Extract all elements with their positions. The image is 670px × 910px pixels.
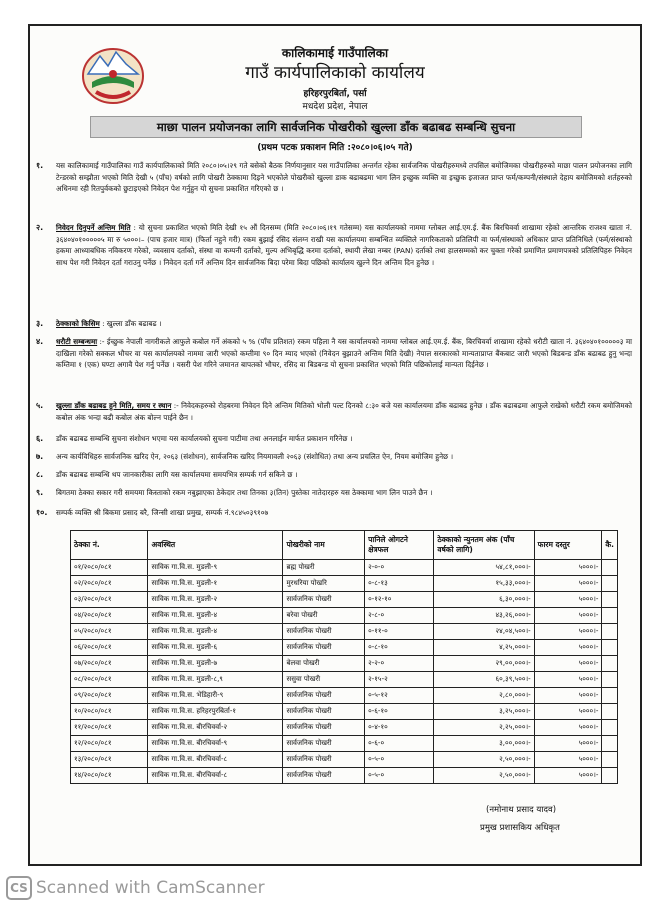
camscanner-logo-icon: CS	[6, 876, 32, 900]
cell-tender-no: १०/२०८०/०८१	[71, 704, 148, 720]
cell-pond-name: सार्वजनिक पोखरी	[283, 704, 365, 720]
pond-tender-table	[70, 530, 618, 784]
clause-text: सम्पर्क व्यक्ति श्री बिकमा प्रसाद बरै, जिन्सी शाखा प्रमुख, सम्पर्क नं.९८४५०३९१०७	[56, 508, 269, 517]
cell-remarks	[602, 576, 618, 592]
municipality-name: कालिकामाई गाउँपालिका	[281, 46, 389, 60]
cell-remarks	[602, 688, 618, 704]
cell-minimum-amount: ३,२५,०००।-	[434, 704, 534, 720]
cell-pond-name: बरेवा पोखरी	[283, 608, 365, 624]
cell-form-fee: ५०००।-	[534, 624, 602, 640]
cell-pond-name: बेलवा पोखरी	[283, 656, 365, 672]
clause-text: : खुल्ला डाँक बढाबढ ।	[102, 319, 162, 328]
col-header-form-fee: फारम दस्तुर	[534, 531, 602, 560]
cell-remarks	[602, 608, 618, 624]
cell-location: साविक गा.वि.स. बीरचिवर्वा-८	[148, 752, 283, 768]
cell-form-fee: ५०००।-	[534, 672, 602, 688]
cell-remarks	[602, 768, 618, 784]
col-header-tender-no: ठेक्का नं.	[71, 531, 148, 560]
col-header-area: पानिले ओगटने क्षेत्रफल	[365, 531, 434, 560]
clause-number: ३.	[36, 319, 44, 328]
cell-form-fee: ५०००।-	[534, 720, 602, 736]
cell-tender-no: १४/२०८०/०८१	[71, 768, 148, 784]
clause-number: १०.	[36, 508, 48, 517]
cell-pond-name: सार्वजनिक पोखरी	[283, 736, 365, 752]
cell-minimum-amount: ६०,३९,५००।-	[434, 672, 534, 688]
cell-area: ०-११-०	[365, 624, 434, 640]
publication-date: (प्रथम पटक प्रकाशन मिति :२०८०।०६।०५ गते)	[257, 143, 413, 153]
cell-form-fee: ५०००।-	[534, 688, 602, 704]
cell-area: ०-८-१०	[365, 640, 434, 656]
clause-text: : यो सुचना प्रकाशित भएको मिति देखी १५ औं दिनसम्म (मिति २०८०।०६।१९ गतेसम्म) यस कार्यालयको नाममा ग्लोबल आई.एम.ई. बैंक बिरचिवर्वा शाखामा रहेको आन्तरिक राजश्व खाता नं. ३६४०४०१०००००५ मा रु ५०००।– (पाच हजार मात्र) (फिर्ता नहुने गरी) रकम बुझाई रसिद संलग्न राखी यस कार्यालयमा सम्बन्धित व्यक्तिले नागरिकताको प्रतिलिपी वा फर्म/संस्थाको अधिकार प्राप्त प्रतिनिधिले (फर्म/संस्थाको हकमा आध्याबधिक नविकरण गरेको, व्यवसाय दर्ताको, संस्था वा कम्पनी दर्ताको, मुल्य अभिबृद्धि करमा दर्ताको, स्थायी लेखा नम्बर (PAN) दर्ताको तथा हालसम्मको कर चुक्ता गरेको प्रमाणित प्रमाणपत्रको प्रतिलिपिहरु निवेदन साथ पेश गरी निवेदन दर्ता गराउनु पर्नेछ । निवेदन दर्ता गर्ने अन्तिम दिन सार्वजनिक बिदा परेमा बिदा पछिको कार्यालय खुल्ने दिन अन्तिम दिन हुनेछ ।	[56, 223, 632, 267]
camscanner-watermark	[6, 876, 265, 900]
cell-tender-no: ०१/२०८०/०८१	[71, 560, 148, 576]
cell-tender-no: ०५/२०८०/०८१	[71, 624, 148, 640]
clause-number: ९.	[36, 488, 44, 497]
cell-area: २-१५-२	[365, 672, 434, 688]
province-name: मधदेश प्रदेश, नेपाल	[302, 102, 368, 112]
clause-7	[36, 451, 632, 463]
cell-tender-no: ०३/२०८०/०८१	[71, 592, 148, 608]
table-row	[71, 656, 618, 672]
cell-tender-no: १३/२०८०/०८१	[71, 752, 148, 768]
cell-minimum-amount: २,५०,०००।-	[434, 768, 534, 784]
clause-text: अन्य कार्यविधिहरु सार्वजनिक खरिद ऐन, २०६३ (संशोधन), सार्वजनिक खरिद नियमावली २०६३ (संशोधित) तथा अन्य प्रचलित ऐन, नियम बमोजिम हुनेछ ।	[56, 452, 454, 461]
cell-remarks	[602, 720, 618, 736]
clause-text: डाँक बढाबढ सम्बन्धि सुचना संशोधन भएमा यस कार्यालयको सुचना पाटीमा तथा अनलाईन मार्फत प्रकाशन गरिनेछ ।	[56, 434, 353, 443]
cell-location: साविक गा.वि.स. मुडली-२	[148, 592, 283, 608]
cell-remarks	[602, 624, 618, 640]
cell-pond-name: ससुवा पोखरी	[283, 672, 365, 688]
cell-tender-no: ०९/२०८०/०८१	[71, 688, 148, 704]
cell-location: साविक गा.वि.स. हरिहरपुरबिर्ता-१	[148, 704, 283, 720]
cell-remarks	[602, 640, 618, 656]
clause-1	[36, 160, 632, 195]
cell-area: ०-६-१०	[365, 704, 434, 720]
cell-pond-name: मुरधरिया पोखरि	[283, 576, 365, 592]
table-row	[71, 736, 618, 752]
clause-4	[36, 336, 632, 371]
cell-location: साविक गा.वि.स. मुडली-९	[148, 560, 283, 576]
table-row	[71, 704, 618, 720]
cell-location: साविक गा.वि.स. मुडली-६	[148, 640, 283, 656]
cell-minimum-amount: २,५०,०००।-	[434, 752, 534, 768]
cell-tender-no: ०८/२०८०/०८१	[71, 672, 148, 688]
notice-title: माछा पालन प्रयोजनका लागि सार्वजनिक पोखरीको खुल्ला डाँक बढाबढ सम्बन्धि सुचना	[90, 116, 582, 138]
cell-pond-name: सार्वजनिक पोखरी	[283, 752, 365, 768]
clause-6	[36, 433, 632, 445]
cell-location: साविक गा.वि.स. मुडली-८,९	[148, 672, 283, 688]
table-row	[71, 640, 618, 656]
cell-form-fee: ५०००।-	[534, 768, 602, 784]
cell-area: ०-५-०	[365, 752, 434, 768]
cell-form-fee: ५०००।-	[534, 656, 602, 672]
clause-text: बिगतमा ठेक्का सकार गरी समयमा किस्ताको रकम नबुझाएका ठेकेदार तथा तिनका ३(तिन) पुस्तेका नातेदारहरु यस ठेक्कामा भाग लिन पाउने छैन ।	[56, 488, 433, 497]
table-body	[71, 560, 618, 784]
clause-8	[36, 469, 632, 481]
table-row	[71, 592, 618, 608]
clause-number: ८.	[36, 470, 44, 479]
watermark-text: Scanned with CamScanner	[36, 878, 265, 898]
clause-number: ४.	[36, 337, 44, 346]
table-row	[71, 688, 618, 704]
cell-form-fee: ५०००।-	[534, 736, 602, 752]
table-row	[71, 624, 618, 640]
cell-pond-name: सार्वजनिक पोखरी	[283, 624, 365, 640]
cell-location: साविक गा.वि.स. मुडली-७	[148, 656, 283, 672]
cell-remarks	[602, 752, 618, 768]
clause-label: निवेदन दिनुपर्ने अन्तिम मिति	[56, 223, 131, 232]
cell-tender-no: ०४/२०८०/०८१	[71, 608, 148, 624]
cell-location: साविक गा.वि.स. भेडिहारी-९	[148, 688, 283, 704]
cell-area: ०-४-१०	[365, 720, 434, 736]
office-address: हरिहरपुरबिर्ता, पर्सा	[303, 89, 367, 99]
cell-minimum-amount: ४,२५,०००।-	[434, 640, 534, 656]
cell-remarks	[602, 656, 618, 672]
table-row	[71, 560, 618, 576]
cell-pond-name: सार्वजनिक पोखरी	[283, 768, 365, 784]
cell-minimum-amount: ३,००,०००।-	[434, 736, 534, 752]
cell-area: २-८-०	[365, 608, 434, 624]
cell-tender-no: ०२/२०८०/०८१	[71, 576, 148, 592]
cell-pond-name: सार्वजनिक पोखरी	[283, 640, 365, 656]
clause-10	[36, 507, 632, 519]
cell-tender-no: ०६/२०८०/०८१	[71, 640, 148, 656]
clause-number: २.	[36, 223, 44, 232]
signatory-title: प्रमुख प्रशासकिय अधिकृत	[480, 823, 560, 833]
cell-location: साविक गा.वि.स. मुडली-१	[148, 576, 283, 592]
clause-label: खुल्ला डाँक बढाबढ हुने मिति, समय र स्थान	[56, 401, 172, 410]
col-header-remarks: कै.	[602, 531, 618, 560]
cell-area: २-०-०	[365, 560, 434, 576]
cell-location: साविक गा.वि.स. मुडली-४	[148, 624, 283, 640]
col-header-pond-name: पोखरीको नाम	[283, 531, 365, 560]
clause-number: १.	[36, 161, 44, 170]
cell-minimum-amount: ५४,८१,०००।-	[434, 560, 534, 576]
table-row	[71, 768, 618, 784]
cell-tender-no: १२/२०८०/०८१	[71, 736, 148, 752]
col-header-minimum-amount: ठेक्काको न्युनतम अंक (पाँच वर्षको लागि)	[434, 531, 534, 560]
table-row	[71, 672, 618, 688]
clause-number: ६.	[36, 434, 44, 443]
cell-location: साविक गा.वि.स. बीरचिवर्वा-८	[148, 768, 283, 784]
office-name: गाउँ कार्यपालिकाको कार्यालय	[245, 63, 425, 83]
clause-2	[36, 222, 632, 268]
cell-form-fee: ५०००।-	[534, 576, 602, 592]
cell-minimum-amount: ४३,२६,०००।-	[434, 608, 534, 624]
cell-minimum-amount: २,८०,०००।-	[434, 688, 534, 704]
cell-remarks	[602, 560, 618, 576]
clause-text: यस कालिकामाई गाउँपालिका गाउँ कार्यपालिकाको मिति २०८०।०५।२९ गते बसेको बैठक निर्णयानुसार यस गाउँपालिका अन्तर्गत रहेका सार्वजनिक पोखरीहरुमध्ये तपसिल बमोजिमका पोखरीहरुको माछा पालन प्रयोजनका लागि टेन्डरको सम्झौता भएको मिति देखी ५ (पाँच) वर्षको लागि पोखरी ठेक्कामा दिइने भएकोले पोखरीको खुल्ला डाक बढाबढमा भाग लिन इच्छुक व्यक्ति वा इच्छुक इजाजत प्राप्त फर्म/कम्पनी/संस्थाले देहाय बमोजिमको शर्तहरुको अधिनमा रही रितपुर्वकको छुटाइएको निवेदन पेश गर्नुहुन यो सुचना प्रकाशित गरिएको छ ।	[56, 161, 632, 193]
cell-area: ०-८-१३	[365, 576, 434, 592]
table-row	[71, 752, 618, 768]
cell-pond-name: सार्वजनिक पोखरी	[283, 688, 365, 704]
cell-location: साविक गा.वि.स. बीरचिवर्वा-२	[148, 720, 283, 736]
cell-form-fee: ५०००।-	[534, 560, 602, 576]
cell-form-fee: ५०००।-	[534, 704, 602, 720]
cell-remarks	[602, 672, 618, 688]
cell-tender-no: ०७/२०८०/०८१	[71, 656, 148, 672]
cell-remarks	[602, 736, 618, 752]
clause-text: :- निवेदकहरुको रोहबरमा निवेदन दिने अन्तिम मितिको भोली पल्ट दिनको ८:३० बजे यस कार्यालयमा डाँक बढाबढ हुनेछ । डाँक बढाबढमा आफुले राखेको धरौटी रकम बमोजिमको कबोल अंक भन्दा बढी कबोल अंक बोल्न पाईने छैन ।	[56, 401, 632, 422]
clause-label: ठेक्काको किसिम	[56, 319, 100, 328]
clause-text: :- ईच्छुक नेपाली नागरीकले आफुले कबोल गर्ने अंकको ५ % (पाँच प्रतिशत) रकम पहिला नै यस कार्यालयको नाममा ग्लोबल आई.एम.ई. बैंक, बिरचिवर्वा शाखामा रहेको धरौटी खाता नं. ३६४०४०१०००००३ मा दाखिला गरेको सक्कल भौचर वा यस कार्यालयको नाममा जारी भएको कम्तीमा ९० दिन म्याद भएको (निवेदन बुझाउने अन्तिम मिति देखी) नेपाल सरकारको मान्यताप्राप्त बैंकबाट जारी भएको बिडबन्ड डाँक बढाबढ हुनु भन्दा कम्तिमा १ (एक) घण्टा अगावै पेश गर्नु पर्नेछ । यसरी पेश गरिने जमानत बापतको भौचर, रसिद वा बिडबन्ड यो सुचना प्रकाशित भएको मिति पछिकोलाई मान्यता दिईनेछ ।	[56, 337, 633, 369]
cell-pond-name: ब्रह्म पोखरी	[283, 560, 365, 576]
cell-location: साविक गा.वि.स. बीरचिवर्वा-९	[148, 736, 283, 752]
clause-number: ७.	[36, 452, 44, 461]
clause-number: ५.	[36, 401, 44, 410]
cell-tender-no: ११/२०८०/०८१	[71, 720, 148, 736]
clause-text: डाँक बढाबढ सम्बन्धि थप जानकारीका लागि यस कार्यालयमा समयभित्र सम्पर्क गर्न सकिने छ ।	[56, 470, 298, 479]
cell-pond-name: सार्वजनिक पोखरी	[283, 592, 365, 608]
cell-remarks	[602, 704, 618, 720]
cell-area: ०-१२-१०	[365, 592, 434, 608]
table-row	[71, 576, 618, 592]
clause-label: धरौटी सम्बन्धमा	[56, 337, 98, 346]
cell-form-fee: ५०००।-	[534, 608, 602, 624]
table-header-row	[71, 531, 618, 560]
cell-minimum-amount: २९,००,०००।-	[434, 656, 534, 672]
cell-area: ०-५-१२	[365, 688, 434, 704]
cell-area: ०-५-०	[365, 768, 434, 784]
cell-location: साविक गा.वि.स. मुडली-४	[148, 608, 283, 624]
cell-area: २-२-०	[365, 656, 434, 672]
col-header-location: अवस्थित	[148, 531, 283, 560]
cell-area: ०-६-०	[365, 736, 434, 752]
clause-9	[36, 487, 632, 499]
clause-5	[36, 400, 632, 423]
cell-pond-name: सार्वजनिक पोखरी	[283, 720, 365, 736]
cell-minimum-amount: २,२५,०००।-	[434, 720, 534, 736]
cell-form-fee: ५०००।-	[534, 592, 602, 608]
cell-minimum-amount: २४,०४,५००।-	[434, 624, 534, 640]
cell-form-fee: ५०००।-	[534, 640, 602, 656]
cell-form-fee: ५०००।-	[534, 752, 602, 768]
clause-3	[36, 318, 632, 330]
cell-minimum-amount: ६,३०,०००।-	[434, 592, 534, 608]
cell-remarks	[602, 592, 618, 608]
table-row	[71, 720, 618, 736]
cell-minimum-amount: १५,३३,०००।-	[434, 576, 534, 592]
signatory-name: (नमोनाथ प्रसाद यादव)	[486, 805, 557, 815]
table-row	[71, 608, 618, 624]
